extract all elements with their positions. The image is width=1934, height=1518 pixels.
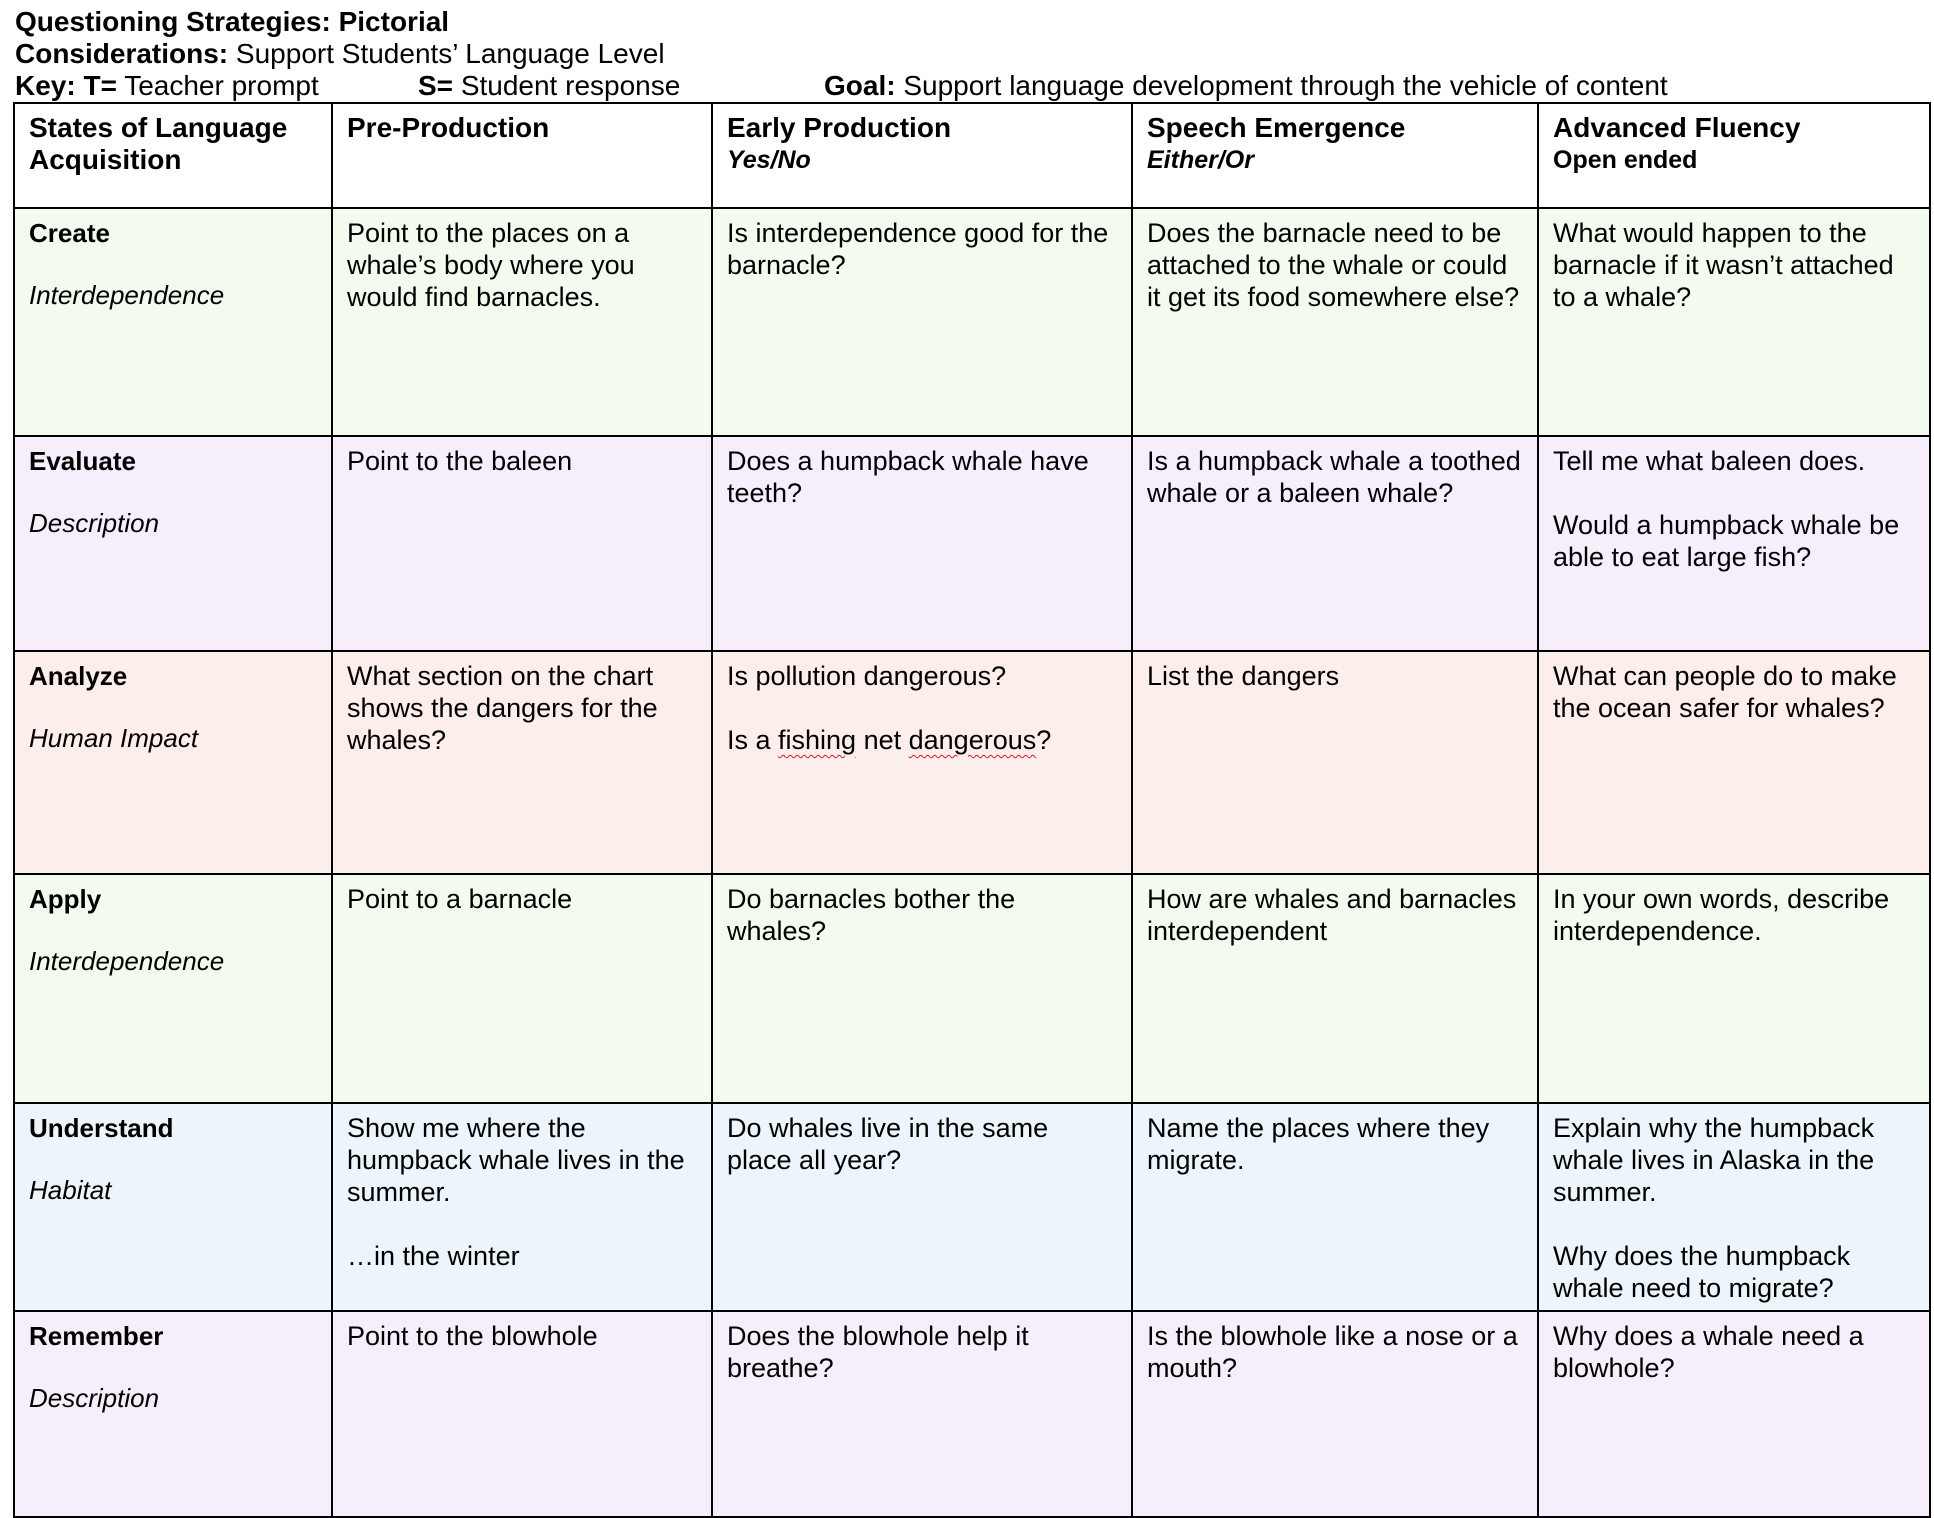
- question-cell: [332, 874, 712, 1103]
- row-label-cell: [14, 1103, 332, 1311]
- question-text: Tell me what baleen does.: [1553, 446, 1866, 476]
- question-cell: [1132, 651, 1538, 874]
- table-row: [14, 436, 1930, 651]
- question-text: Does a humpback whale have teeth?: [727, 446, 1089, 508]
- level-label: Analyze: [29, 661, 128, 691]
- considerations-text: Support Students’ Language Level: [235, 38, 665, 69]
- question-text: What section on the chart shows the dangers for the whales?: [347, 661, 658, 755]
- header-row: [14, 103, 1930, 208]
- question-cell: [712, 651, 1132, 874]
- question-text: What would happen to the barnacle if it wasn’t attached to a whale?: [1553, 218, 1894, 312]
- row-label-cell: [14, 874, 332, 1103]
- question-cell: [1132, 436, 1538, 651]
- question-text: Does the blowhole help it breathe?: [727, 1321, 1029, 1383]
- question-text: Do barnacles bother the whales?: [727, 884, 1016, 946]
- question-text: Point to the baleen: [347, 446, 573, 476]
- level-label: Apply: [29, 884, 102, 914]
- question-text: Is a fishing net dangerous?: [727, 725, 1052, 755]
- question-text: Why does a whale need a blowhole?: [1553, 1321, 1864, 1383]
- col-header-pre-production: [332, 103, 712, 208]
- question-cell: [332, 208, 712, 436]
- col-header-name: Speech Emergence: [1147, 112, 1406, 143]
- col-header-sub: Open ended: [1553, 146, 1698, 174]
- table-row: [14, 208, 1930, 436]
- level-label: Create: [29, 218, 110, 248]
- table-row: [14, 651, 1930, 874]
- row-label-cell: [14, 1311, 332, 1517]
- considerations-line: [15, 38, 665, 70]
- key-s-label: S=: [418, 70, 454, 101]
- question-cell: [712, 1103, 1132, 1311]
- question-text: Show me where the humpback whale lives in the summer.: [347, 1113, 685, 1207]
- key-t: [15, 70, 319, 102]
- topic-label: Description: [29, 1383, 160, 1413]
- table-row: [14, 874, 1930, 1103]
- topic-label: Interdependence: [29, 946, 225, 976]
- level-label: Understand: [29, 1113, 174, 1143]
- spellcheck-mark: fishing: [778, 725, 857, 755]
- question-cell: [1132, 208, 1538, 436]
- question-cell: [332, 1103, 712, 1311]
- question-text: In your own words, describe interdependence.: [1553, 884, 1890, 946]
- row-label-cell: [14, 436, 332, 651]
- question-text: Point to a barnacle: [347, 884, 573, 914]
- question-text: Is a humpback whale a toothed whale or a baleen whale?: [1147, 446, 1521, 508]
- col-header-advanced-fluency: [1538, 103, 1930, 208]
- topic-label: Description: [29, 508, 160, 538]
- key-s: [418, 70, 680, 102]
- question-text: Is interdependence good for the barnacle?: [727, 218, 1109, 280]
- question-text: Do whales live in the same place all year?: [727, 1113, 1049, 1175]
- question-text: Why does the humpback whale need to migrate?: [1553, 1241, 1851, 1303]
- question-cell: [1538, 874, 1930, 1103]
- question-text: Would a humpback whale be able to eat large fish?: [1553, 510, 1900, 572]
- goal-text: Support language development through the vehicle of content: [903, 70, 1668, 101]
- key-t-text: Teacher prompt: [124, 70, 319, 101]
- topic-label: Interdependence: [29, 280, 225, 310]
- col-header-early-production: [712, 103, 1132, 208]
- question-text: Explain why the humpback whale lives in Alaska in the summer.: [1553, 1113, 1875, 1207]
- level-label: Evaluate: [29, 446, 136, 476]
- question-cell: [712, 1311, 1132, 1517]
- question-text: What can people do to make the ocean safer for whales?: [1553, 661, 1897, 723]
- col-header-speech-emergence: [1132, 103, 1538, 208]
- question-cell: [332, 1311, 712, 1517]
- title-text: Questioning Strategies: Pictorial: [15, 6, 450, 37]
- question-cell: [1132, 1103, 1538, 1311]
- topic-label: Human Impact: [29, 723, 199, 753]
- question-text: List the dangers: [1147, 661, 1340, 691]
- row-label-cell: [14, 208, 332, 436]
- col-header-sub: Yes/No: [727, 146, 811, 174]
- goal: [824, 70, 1668, 102]
- question-cell: [1132, 1311, 1538, 1517]
- question-text: …in the winter: [347, 1241, 520, 1271]
- col-header-states: [14, 103, 332, 208]
- question-cell: [332, 436, 712, 651]
- question-text: Name the places where they migrate.: [1147, 1113, 1490, 1175]
- question-cell: [1538, 651, 1930, 874]
- question-cell: [712, 208, 1132, 436]
- col-header-name: Early Production: [727, 112, 952, 143]
- col-header-name: States of Language Acquisition: [29, 112, 288, 175]
- question-text: Is pollution dangerous?: [727, 661, 1007, 691]
- questioning-table: [13, 102, 1931, 1518]
- table-row: [14, 1103, 1930, 1311]
- table-row: [14, 1311, 1930, 1517]
- question-text: Is the blowhole like a nose or a mouth?: [1147, 1321, 1518, 1383]
- question-text: Point to the places on a whale’s body where you would find barnacles.: [347, 218, 635, 312]
- question-text: Point to the blowhole: [347, 1321, 598, 1351]
- key-t-label: Key: T=: [15, 70, 117, 101]
- col-header-sub: Either/Or: [1147, 146, 1254, 174]
- col-header-name: Pre-Production: [347, 112, 550, 143]
- level-label: Remember: [29, 1321, 164, 1351]
- row-label-cell: [14, 651, 332, 874]
- spellcheck-mark: dangerous: [908, 725, 1037, 755]
- page-title: [15, 6, 449, 38]
- topic-label: Habitat: [29, 1175, 112, 1205]
- question-text: Does the barnacle need to be attached to the whale or could it get its food somewhere else?: [1147, 218, 1520, 312]
- question-text: How are whales and barnacles interdependent: [1147, 884, 1517, 946]
- question-cell: [712, 874, 1132, 1103]
- question-cell: [1538, 1103, 1930, 1311]
- question-cell: [1132, 874, 1538, 1103]
- question-cell: [712, 436, 1132, 651]
- question-cell: [1538, 1311, 1930, 1517]
- question-cell: [332, 651, 712, 874]
- col-header-name: Advanced Fluency: [1553, 112, 1801, 143]
- key-s-text: Student response: [460, 70, 681, 101]
- considerations-label: Considerations:: [15, 38, 229, 69]
- goal-label: Goal:: [824, 70, 896, 101]
- question-cell: [1538, 208, 1930, 436]
- question-cell: [1538, 436, 1930, 651]
